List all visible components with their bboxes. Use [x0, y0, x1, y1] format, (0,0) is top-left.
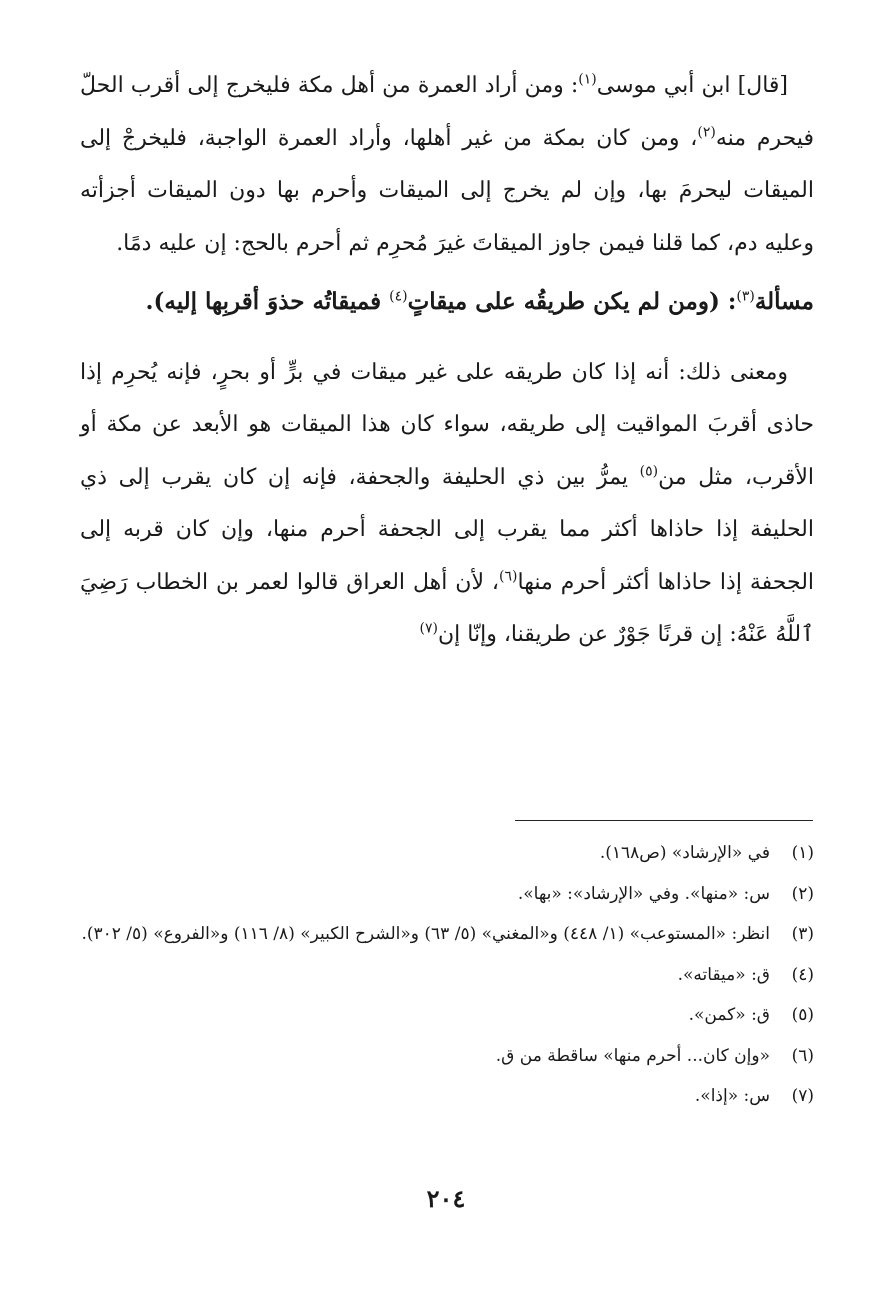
footnote-text: انظر: «المستوعب» (١/ ٤٤٨) و«المغني» (٥/ ٦٣) و«الشرح الكبير» (٨/ ١١٦) و«الفروع» (٥/ ٣٠٢). [81, 924, 770, 944]
issue-text-a: : (ومن لم يكن طريقُه على ميقاتٍ [407, 288, 737, 315]
paragraph-1 [80, 60, 814, 270]
main-text [80, 60, 814, 662]
footnote-number: (٣) [791, 924, 814, 944]
footnote-text: «وإن كان... أحرم منها» ساقطة من ق. [495, 1045, 770, 1066]
footnote-item [80, 914, 814, 955]
footnote-text: س: «منها». وفي «الإرشاد»: «بها». [517, 883, 770, 904]
footnote-number: (١) [791, 843, 814, 863]
footnote-item [80, 955, 814, 996]
footnote-ref-4[interactable]: (٤) [389, 288, 408, 305]
footnote-item [80, 1036, 814, 1077]
paragraph-2-text-a: ومعنى ذلك: أنه إذا كان طريقه على غير ميقات في برٍّ أو بحرٍ، فإنه يُحرِم إذا حاذى أقربَ المواقيت إلى طريقه، سواء كان هذا الميقات هو الأبعد عن مكة أو الأقرب، مثل من [80, 359, 814, 490]
issue-heading [80, 276, 814, 329]
footnotes [80, 833, 814, 1117]
footnote-ref-3[interactable]: (٣) [736, 288, 755, 305]
footnote-item [80, 995, 814, 1036]
paragraph-2-text-c: ، لأن أهل العراق قالوا لعمر بن الخطاب رَضِيَ ٱللَّهُ عَنْهُ: إن قرنًا جَوْرٌ عن طريقنا، وإنّا إن [80, 569, 814, 647]
footnote-ref-5[interactable]: (٥) [639, 463, 659, 480]
footnote-ref-6[interactable]: (٦) [499, 568, 518, 585]
footnote-ref-1[interactable]: (١) [578, 71, 597, 88]
footnote-number: (٥) [791, 1005, 814, 1025]
footnote-number: (٧) [791, 1086, 814, 1106]
issue-text-b: فميقاتُه حذوَ أقربِها إليه). [145, 288, 390, 315]
footnote-ref-7[interactable]: (٧) [419, 620, 439, 637]
footnote-item [80, 1076, 814, 1117]
paragraph-1-text-a: [قال] ابن أبي موسى [596, 73, 788, 98]
footnote-text: في «الإرشاد» (ص١٦٨). [599, 843, 770, 863]
issue-label: مسألة [754, 288, 814, 315]
paragraph-1-text-b: : ومن أراد العمرة من أهل مكة فليخرج إلى أقرب الحلّ فيحرم منه [80, 73, 814, 151]
paragraph-2 [80, 347, 814, 662]
page-number: ٢٠٤ [426, 1184, 466, 1213]
footnote-number: (٢) [791, 883, 814, 904]
footnote-ref-2[interactable]: (٢) [697, 124, 716, 141]
footnote-text: ق: «كمن». [688, 1005, 770, 1025]
footnote-number: (٦) [791, 1045, 814, 1066]
footnote-separator [515, 820, 813, 821]
paragraph-2-text-b: يمرُّ بين ذي الحليفة والجحفة، فإنه إن كان يقرب إلى ذي الحليفة إذا حاذاها أكثر مما يقرب إلى الجحفة أحرم منها، وإن كان قربه إلى الجحفة إذا حاذاها أكثر أحرم منها [80, 464, 815, 595]
footnote-item [80, 874, 814, 915]
footnote-text: س: «إذا». [694, 1086, 770, 1106]
paragraph-1-text-c: ، ومن كان بمكة من غير أهلها، وأراد العمرة الواجبة، فليخرجْ إلى الميقات ليحرمَ بها، وإن لم يخرج إلى الميقات وأحرم بها دون الميقات أجزأته وعليه دم، كما قلنا فيمن جاوز الميقاتَ غيرَ مُحرِم ثم أحرم بالحج: إن عليه دمًا. [80, 125, 814, 256]
footnote-number: (٤) [791, 964, 814, 985]
footnote-text: ق: «ميقاته». [677, 964, 770, 985]
footnote-item [80, 833, 814, 874]
